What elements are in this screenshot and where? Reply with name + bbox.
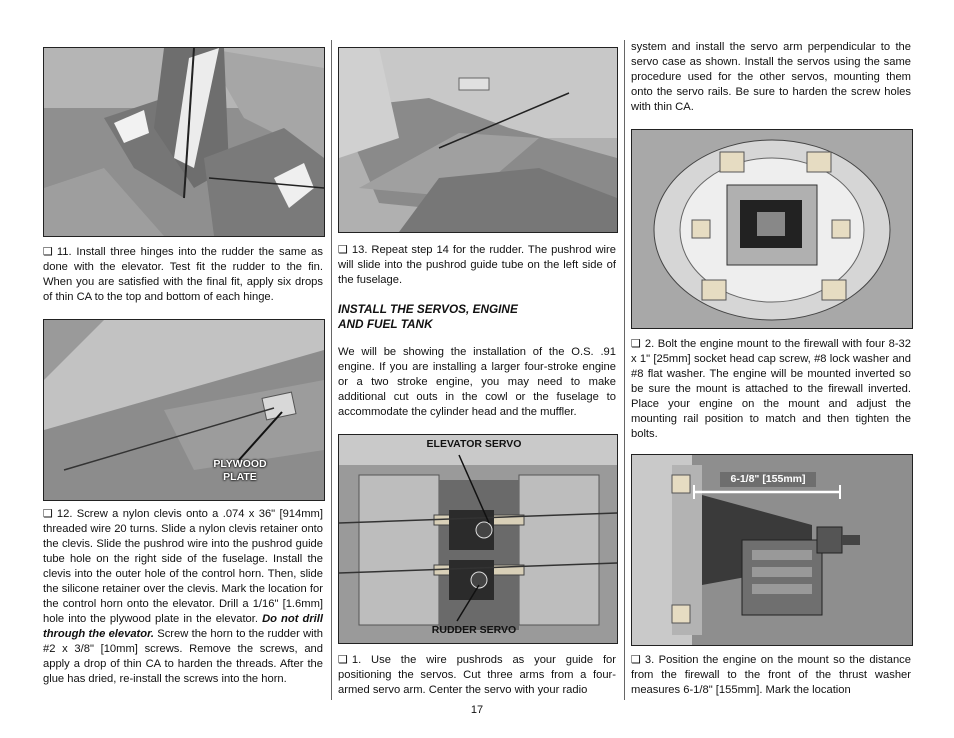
checkbox-icon[interactable]: ❑ — [43, 245, 53, 258]
step-3-text: ❑ 3. Position the engine on the mount so the distance from the firewall to the front of the thrust washer measures 6-1/8" [155mm]. Mark the location — [631, 653, 911, 696]
photo-servos — [338, 434, 618, 644]
checkbox-icon[interactable]: ❑ — [631, 653, 641, 666]
page-number: 17 — [470, 704, 484, 716]
plywood-plate-label: PLYWOOD PLATE — [213, 458, 267, 483]
step-11-text: ❑ 11. Install three hinges into the rudder the same as done with the elevator. Test fit the rudder to the fin. When you are satisfied with the final fit, apply six drops of thin CA to the top and bottom of each hinge. — [43, 245, 323, 303]
section-heading — [338, 302, 616, 332]
step-13-text: ❑ 13. Repeat step 14 for the rudder. The pushrod wire will slide into the pushrod guide tube on the left side of the fuselage. — [338, 243, 616, 286]
rudder-servo-label: RUDDER SERVO — [431, 624, 517, 636]
step-2-text: ❑ 2. Bolt the engine mount to the firewall with four 8-32 x 1" [25mm] socket head cap screw, #8 lock washer and #8 flat washer. The engine will be mounted inverted so be sure the mount is attached to the firewall inverted. Place your engine on the mount and adjust the mounting rail position to match and then tighten the bolts. — [631, 337, 911, 440]
checkbox-icon[interactable]: ❑ — [631, 337, 641, 350]
photo-plywood-plate — [43, 319, 325, 501]
step-1-text: ❑ 1. Use the wire pushrods as your guide for positioning the servos. Cut three arms from a four-armed servo arm. Center the servo with your radio — [338, 653, 616, 696]
warning-emphasis: Do not drill through the elevator. — [43, 613, 323, 640]
photo-engine-position — [631, 454, 913, 646]
column-divider — [624, 40, 625, 700]
elevator-servo-label: ELEVATOR SERVO — [426, 438, 522, 450]
photo-rudder-pushrod — [338, 47, 618, 233]
checkbox-icon[interactable]: ❑ — [338, 243, 348, 256]
checkbox-icon[interactable]: ❑ — [43, 507, 53, 520]
photo-rudder-hinges — [43, 47, 325, 237]
photo-engine-mount — [631, 129, 913, 329]
distance-measurement-label: 6-1/8" [155mm] — [730, 473, 806, 485]
checkbox-icon[interactable]: ❑ — [338, 653, 348, 666]
intro-text: We will be showing the installation of the O.S. .91 engine. If you are installing a larger four-stroke engine or a two stroke engine, you may need to make additional cut outs in the cowl or the fuselage to accommodate the cylinder head and the muffler. — [338, 346, 616, 418]
continued-text: system and install the servo arm perpendicular to the servo case as shown. Install the servos using the same procedure used for the other servos, mounting them onto the servo rails. Be sure to harden the screw holes with thin CA. — [631, 41, 911, 113]
step-12-text: ❑ 12. Screw a nylon clevis onto a .074 x 36" [914mm] threaded wire 20 turns. Slide a nylon clevis retainer onto the clevis. Slide the pushrod wire into the pushrod guide tube hole on the right side of the fuselage. Install the clevis into the outer hole of the control horn. Then, slide the silicone retainer over the clevis. Mark the location for the control horn onto the elevator. Drill a 1/16" [1.6mm] hole into the plywood plate in the elevator. Do not drill through the elevator. Screw the horn to the rudder with #2 x 3/8" [10mm] screws. Remove the screws, and apply a drop of thin CA to harden the threads. After the glue has dried, re-install the screws into the horn. — [43, 507, 324, 685]
heading-line-1: INSTALL THE SERVOS, ENGINE — [338, 302, 518, 316]
column-divider — [331, 40, 332, 700]
heading-line-2: AND FUEL TANK — [338, 317, 433, 331]
